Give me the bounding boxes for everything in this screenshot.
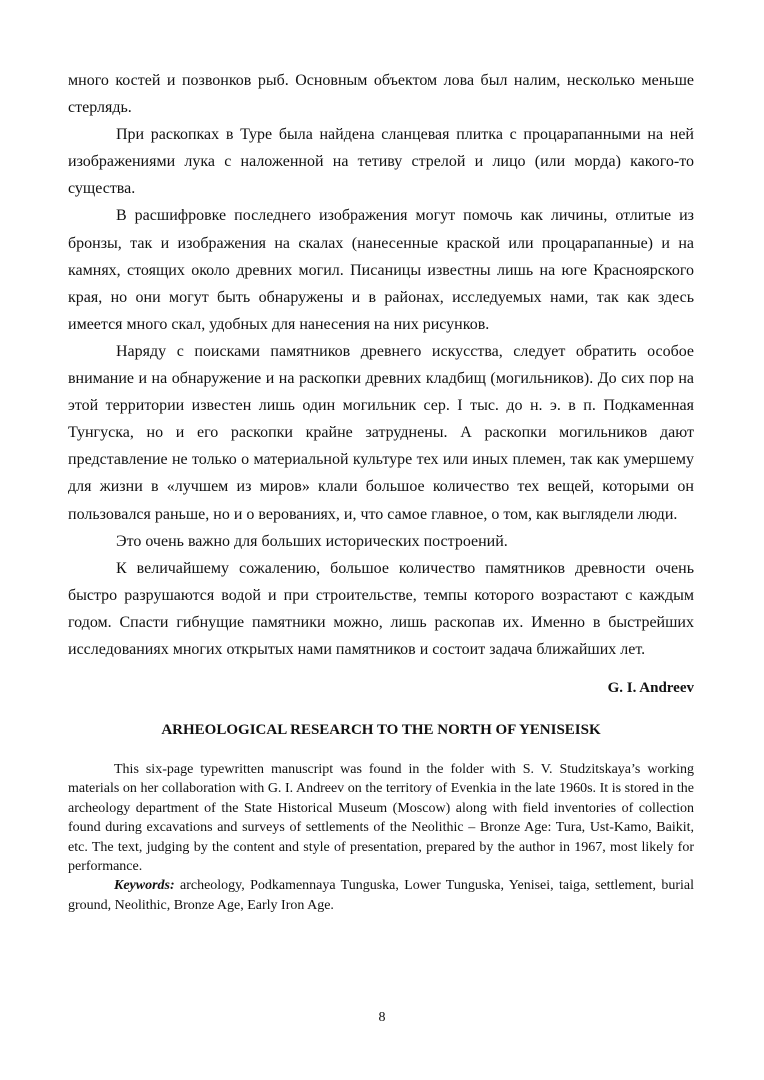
russian-body-text <box>68 67 694 663</box>
author-name: G. I. Andreev <box>607 680 694 696</box>
keywords-paragraph <box>68 876 694 915</box>
keywords-text: archeology, Podkamennaya Tunguska, Lower Tunguska, Yenisei, taiga, settlement, burial ground, Neolithic, Bronze Age, Early Iron Age. <box>68 878 694 913</box>
paragraph-conclusion: К величайшему сожалению, большое количество памятников древности очень быстро разрушаются водой и при строительстве, темпы которого возрастают с каждым годом. Спасти гибнущие памятники можно, лишь раскопав их. Именно в быстрейших исследованиях многих открытых нами памятников и состоит задача ближайших лет. <box>68 559 694 658</box>
keywords-label: Keywords: <box>114 878 175 894</box>
abstract-text: This six-page typewritten manuscript was found in the folder with S. V. Studzitskaya’s working materials on her collaboration with G. I. Andreev on the territory of Evenkia in the late 1960s. It is stored in the archeology department of the State Historical Museum (Moscow) along with field inventories of collection found during excavations and surveys of settlements of the Neolithic – Bronze Age: Tura, Ust-Kamo, Baikit, etc. The text, judging by the content and style of presentation, prepared by the author in 1967, most likely for performance. <box>68 762 694 875</box>
page-number: 8 <box>378 1010 386 1025</box>
paragraph-historical-importance: Это очень важно для больших исторических построений. <box>116 532 508 550</box>
paragraph-burial-grounds: Наряду с поисками памятников древнего искусства, следует обратить особое внимание и на обнаружение и на раскопки древних кладбищ (могильников). До сих пор на этой территории известен лишь один могильник сер. I тыс. до н. э. в п. Подкаменная Тунгуска, но и его раскопки крайне затруднены. А раскопки могильников дают представление не только о материальной культуре тех или иных племен, так как умершему для жизни в «лучшем из миров» клали большое количество тех вещей, которыми он пользовался раньше, но и о верованиях, и, что самое главное, о том, как выглядели люди. <box>68 342 694 523</box>
english-abstract-block <box>68 760 694 915</box>
paragraph-tura-plate: При раскопках в Туре была найдена сланцевая плитка с процарапанными на ней изображениями лука с наложенной на тетиву стрелой и лицо (или морда) какого-то существа. <box>68 126 694 198</box>
paragraph-rock-images: В расшифровке последнего изображения могут помочь как личины, отлитые из бронзы, так и изображения на скалах (нанесенные краской или процарапанные) и на камнях, стоящих около древних могил. Писаницы известны лишь на юге Красноярского края, но они могут быть обнаружены и в районах, исследуемых нами, так как здесь имеется много скал, удобных для нанесения на них рисунков. <box>68 207 694 333</box>
paragraph-continuation: много костей и позвонков рыб. Основным объектом лова был налим, несколько меньше стерлядь. <box>68 72 694 117</box>
article-title: ARHEOLOGICAL RESEARCH TO THE NORTH OF YENISEISK <box>161 722 601 738</box>
